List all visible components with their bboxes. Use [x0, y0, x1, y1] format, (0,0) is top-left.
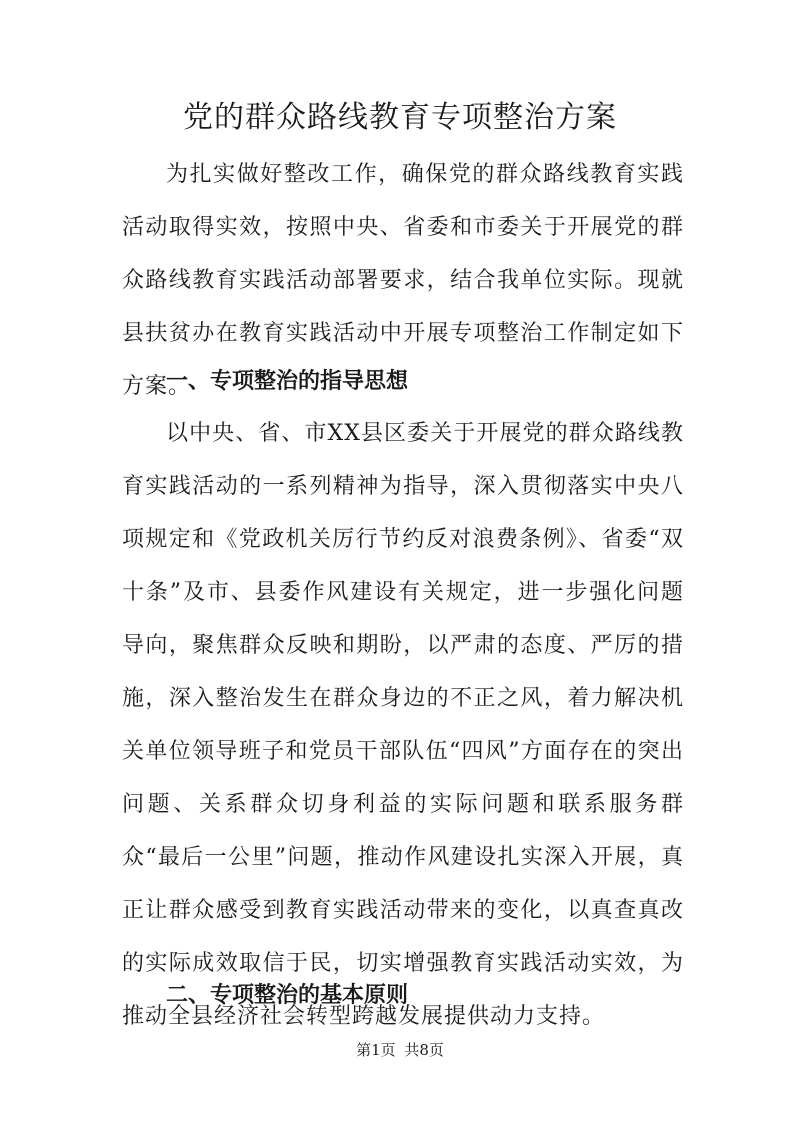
section-1-paragraph: 以中央、省、市XX县区委关于开展党的群众路线教育实践活动的一系列精神为指导，深入贯彻落实中央八项规定和《党政机关厉行节约反对浪费条例》、省委“双十条”及市、县委作风建设有关规定，进一步强化问题导向，聚焦群众反映和期盼，以严肃的态度、严厉的措施，深入整治发生在群众身边的不正之风，着力解决机关单位领导班子和党员干部队伍“四风”方面存在的突出问题、关系群众切身利益的实际问题和联系服务群众“最后一公里”问题，推动作风建设扎实深入开展，真正让群众感受到教育实践活动带来的变化，以真查真改的实际成效取信于民，切实增强教育实践活动实效，为推动全县经济社会转型跨越发展提供动力支持。	[122, 421, 684, 1029]
intro-paragraph: 为扎实做好整改工作，确保党的群众路线教育实践活动取得实效，按照中央、省委和市委关于开展党的群众路线教育实践活动部署要求，结合我单位实际。现就县扶贫办在教育实践活动中开展专项整治工作制定如下方案。	[122, 162, 684, 399]
section-heading-2: 二、专项整治的基本原则	[166, 983, 409, 1008]
page-number: 第1页	[356, 1041, 396, 1059]
document-title: 党的群众路线教育专项整治方案	[183, 100, 617, 135]
page-total: 共8页	[404, 1041, 444, 1059]
section-heading-1: 一、专项整治的指导思想	[166, 369, 409, 394]
page-footer	[0, 1040, 800, 1060]
